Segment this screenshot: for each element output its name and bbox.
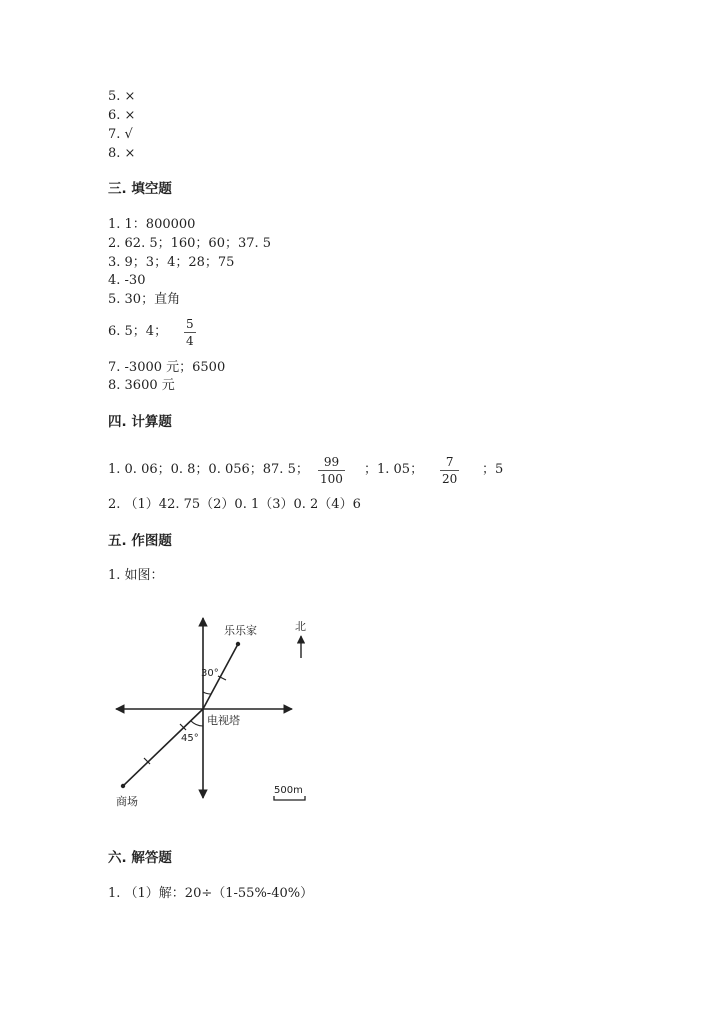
angle-arc-45: [191, 721, 203, 726]
fill-answer-5: 5. 30；直角: [108, 292, 181, 307]
angle-arc-30: [203, 692, 211, 694]
calc-answer-1-mid: ；1. 05；: [364, 462, 424, 477]
fill-answer-2: 2. 62. 5；160；60；37. 5: [108, 236, 272, 251]
fill-answer-4: 4. -30: [108, 273, 146, 288]
judge-item-8: 8. ×: [108, 146, 136, 161]
fill-answer-8: 8. 3600 元: [108, 378, 175, 393]
label-angle-45: 45°: [181, 733, 199, 744]
label-scale: 500m: [274, 785, 303, 796]
section-fill-heading: 三. 填空题: [108, 181, 172, 197]
fill-answer-6-fraction: [184, 317, 196, 348]
fraction-denominator: 20: [442, 472, 458, 486]
calc-answer-1-prefix: 1. 0. 06；0. 8；0. 056；87. 5；: [108, 462, 309, 477]
section-answer-heading: 六. 解答题: [108, 850, 172, 866]
line-to-mall: [123, 709, 203, 786]
mall-point: [121, 784, 125, 788]
label-angle-30: 30°: [201, 668, 219, 679]
fill-answer-3: 3. 9；3；4；28；75: [108, 255, 235, 270]
fraction-denominator: 4: [186, 334, 194, 348]
judge-item-6: 6. ×: [108, 108, 136, 123]
calc-fraction-1: [318, 455, 345, 486]
judge-item-5: 5. ×: [108, 89, 136, 104]
fraction-numerator: 5: [186, 317, 194, 331]
calc-answer-2: 2. （1）42. 75（2）0. 1（3）0. 2（4）6: [108, 497, 361, 512]
fraction-numerator: 7: [445, 455, 454, 469]
fill-answer-6-prefix: 6. 5；4；: [108, 324, 168, 339]
scale-bar: [274, 796, 305, 800]
home-point: [236, 642, 240, 646]
label-mall: 商场: [116, 795, 138, 808]
draw-answer-1: 1. 如图：: [108, 568, 164, 583]
fraction-numerator: 99: [323, 455, 340, 469]
answer-1: 1. （1）解：20÷（1-55%-40%）: [108, 886, 314, 901]
fill-answer-7: 7. -3000 元；6500: [108, 360, 226, 375]
calc-answer-1-suffix: ；5: [482, 462, 504, 477]
fraction-denominator: 100: [320, 472, 343, 486]
label-home: 乐乐家: [224, 624, 257, 637]
judge-item-7: 7. √: [108, 127, 133, 142]
direction-diagram: [108, 608, 348, 813]
label-tower: 电视塔: [207, 714, 240, 727]
fill-answer-1: 1. 1：800000: [108, 217, 196, 232]
section-draw-heading: 五. 作图题: [108, 533, 172, 549]
label-north: 北: [295, 620, 306, 633]
section-calc-heading: 四. 计算题: [108, 414, 172, 430]
calc-fraction-2: [440, 455, 459, 486]
